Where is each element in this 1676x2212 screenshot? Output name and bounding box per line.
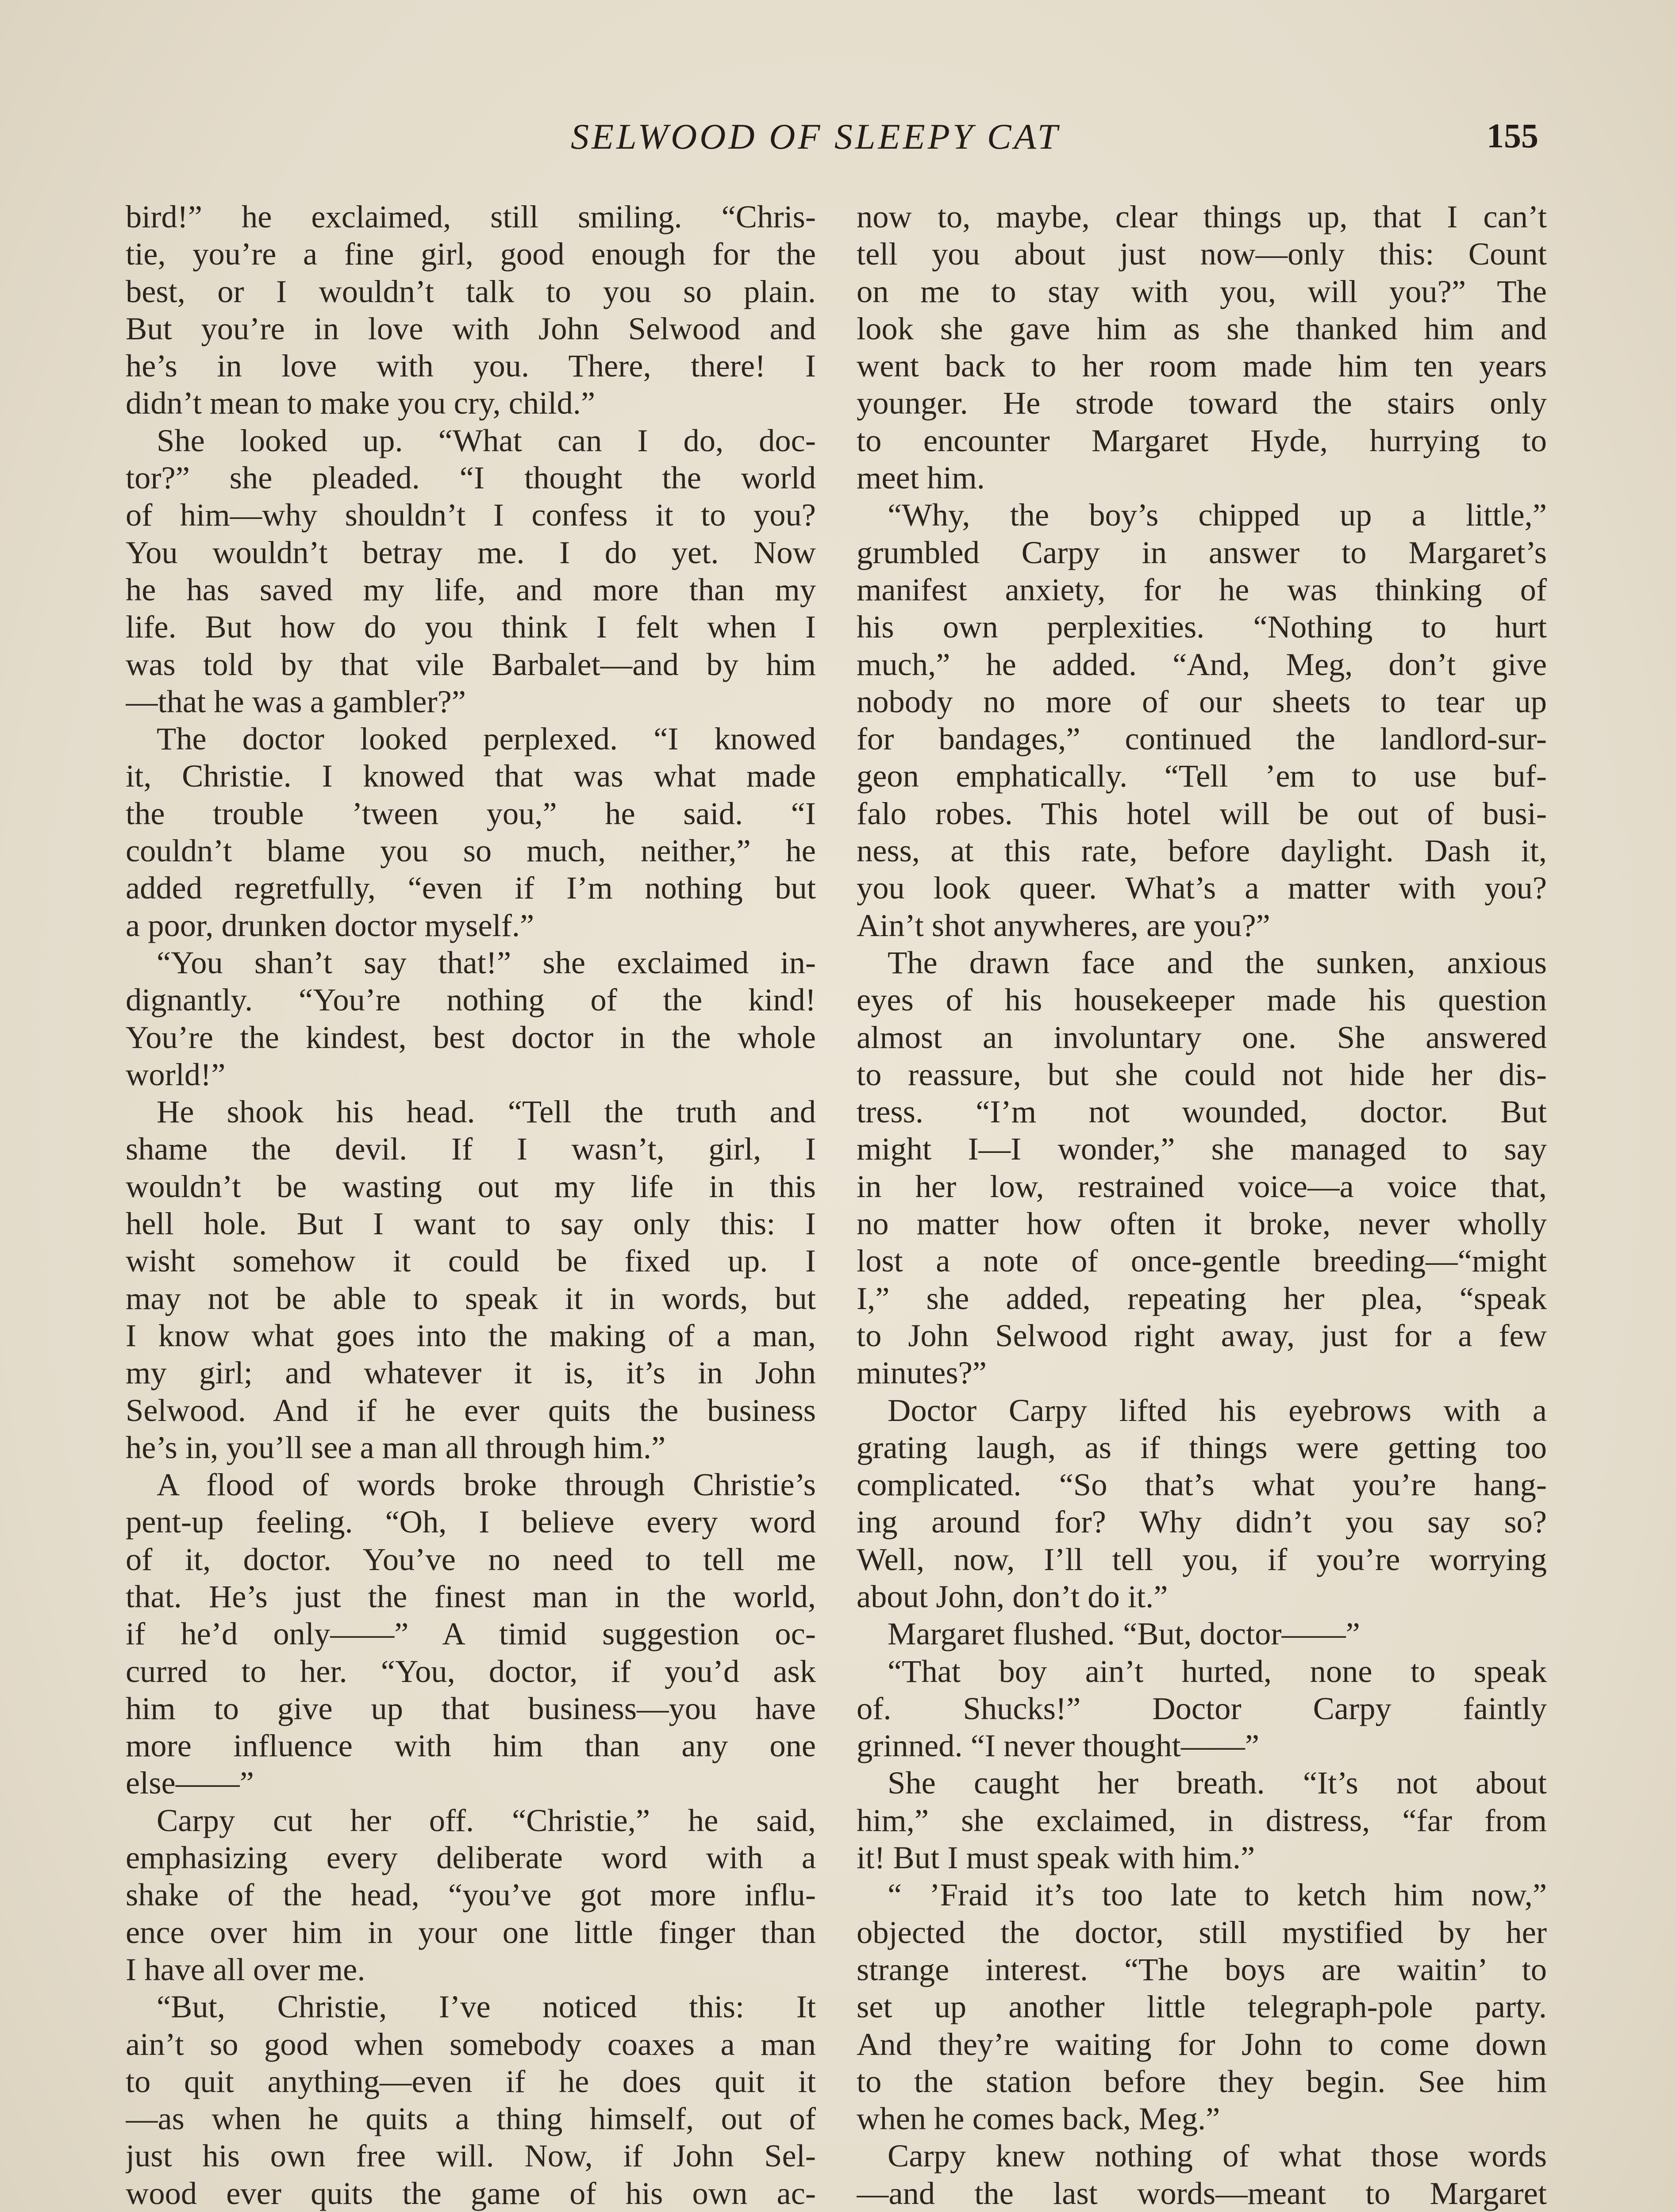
text-line: Margaret flushed. “But, doctor——”	[888, 1616, 1360, 1652]
text-line: for bandages,” continued the landlord-sur-	[857, 721, 1547, 757]
text-line: it, Christie. I knowed that was what made	[126, 758, 816, 794]
text-line: him to give up that business—you have	[126, 1690, 816, 1726]
text-line: grumbled Carpy in answer to Margaret’s	[857, 534, 1547, 570]
text-line: on me to stay with you, will you?” The	[857, 273, 1547, 309]
text-line: more influence with him than any one	[126, 1728, 816, 1764]
text-line: life. But how do you think I felt when I	[126, 609, 816, 645]
text-line: And they’re waiting for John to come down	[857, 2026, 1547, 2062]
text-line: to encounter Margaret Hyde, hurrying to	[857, 422, 1547, 458]
text-line: grinned. “I never thought——”	[857, 1728, 1260, 1764]
text-line: meet him.	[857, 460, 985, 496]
text-line: he’s in, you’ll see a man all through him.”	[126, 1429, 666, 1465]
text-line: ain’t so good when somebody coaxes a man	[126, 2026, 816, 2062]
text-line: wood ever quits the game of his own ac-	[126, 2175, 816, 2211]
text-line: eyes of his housekeeper made his question	[857, 982, 1547, 1018]
text-line: hell hole. But I want to say only this: I	[126, 1206, 816, 1242]
text-line: of it, doctor. You’ve no need to tell me	[126, 1541, 816, 1577]
text-line: world!”	[126, 1056, 226, 1092]
text-line: But you’re in love with John Selwood and	[126, 310, 816, 346]
text-line: you look queer. What’s a matter with you?	[857, 870, 1547, 906]
text-line: minutes?”	[857, 1355, 987, 1391]
text-line: —as when he quits a thing himself, out of	[126, 2101, 816, 2137]
text-line: You wouldn’t betray me. I do yet. Now	[126, 534, 816, 570]
text-line: ence over him in your one little finger than	[126, 1914, 816, 1950]
text-line: to reassure, but she could not hide her dis-	[857, 1056, 1547, 1092]
text-line: lost a note of once-gentle breeding—“might	[857, 1243, 1547, 1279]
text-line: The doctor looked perplexed. “I knowed	[157, 721, 816, 757]
text-line: Carpy knew nothing of what those words	[888, 2138, 1547, 2174]
text-line: a poor, drunken doctor myself.”	[126, 907, 534, 943]
text-line: wisht somehow it could be fixed up. I	[126, 1243, 816, 1279]
text-line: strange interest. “The boys are waitin’ to	[857, 1951, 1547, 1987]
text-line: just his own free will. Now, if John Sel-	[126, 2138, 816, 2174]
text-line: may not be able to speak it in words, but	[126, 1280, 816, 1316]
text-line: when he comes back, Meg.”	[857, 2101, 1220, 2137]
text-line: nobody no more of our sheets to tear up	[857, 683, 1547, 719]
text-line: else——”	[126, 1765, 254, 1801]
text-line: best, or I wouldn’t talk to you so plain.	[126, 273, 816, 309]
text-line: he’s in love with you. There, there! I	[126, 348, 816, 384]
running-title: SELWOOD OF SLEEPY CAT	[571, 116, 1061, 157]
text-line: I,” she added, repeating her plea, “speak	[857, 1280, 1547, 1316]
text-line: I have all over me.	[126, 1951, 365, 1987]
text-line: tell you about just now—only this: Count	[857, 236, 1547, 272]
text-line: I know what goes into the making of a man,	[126, 1317, 816, 1353]
text-line: curred to her. “You, doctor, if you’d ask	[126, 1653, 816, 1689]
text-line: tor?” she pleaded. “I thought the world	[126, 460, 816, 496]
text-line: bird!” he exclaimed, still smiling. “Chris-	[126, 199, 816, 234]
text-line: of. Shucks!” Doctor Carpy faintly	[857, 1690, 1547, 1726]
text-line: She looked up. “What can I do, doc-	[157, 422, 816, 458]
text-line: “You shan’t say that!” she exclaimed in-	[157, 944, 816, 980]
text-line: that. He’s just the finest man in the world,	[126, 1578, 816, 1614]
text-line: was told by that vile Barbalet—and by him	[126, 646, 816, 682]
text-line: emphasizing every deliberate word with a	[126, 1839, 816, 1876]
text-line: set up another little telegraph-pole party.	[857, 1989, 1547, 2025]
text-line: Carpy cut her off. “Christie,” he said,	[157, 1802, 816, 1838]
text-line: couldn’t blame you so much, neither,” he	[126, 833, 816, 869]
text-line: younger. He strode toward the stairs only	[857, 385, 1547, 421]
page-number: 155	[1487, 116, 1538, 155]
left-text-column	[126, 198, 816, 2212]
text-line: ing around for? Why didn’t you say so?	[857, 1504, 1547, 1540]
text-line: —that he was a gambler?”	[126, 683, 466, 719]
text-line: didn’t mean to make you cry, child.”	[126, 385, 596, 421]
text-line: about John, don’t do it.”	[857, 1578, 1168, 1614]
text-line: if he’d only——” A timid suggestion oc-	[126, 1616, 816, 1652]
text-line: he has saved my life, and more than my	[126, 571, 816, 607]
text-line: shake of the head, “you’ve got more influ-	[126, 1877, 816, 1913]
text-line: pent-up feeling. “Oh, I believe every word	[126, 1504, 816, 1540]
text-line: wouldn’t be wasting out my life in this	[126, 1168, 816, 1204]
text-line: “But, Christie, I’ve noticed this: It	[157, 1989, 816, 2025]
text-line: almost an involuntary one. She answered	[857, 1019, 1547, 1055]
text-line: ness, at this rate, before daylight. Dash it,	[857, 833, 1547, 869]
text-line: his own perplexities. “Nothing to hurt	[857, 609, 1547, 645]
text-line: now to, maybe, clear things up, that I can’t	[857, 199, 1547, 234]
text-line: added regretfully, “even if I’m nothing but	[126, 870, 816, 906]
text-line: —and the last words—meant to Margaret	[857, 2175, 1547, 2211]
text-line: him,” she exclaimed, in distress, “far from	[857, 1802, 1547, 1838]
text-line: it! But I must speak with him.”	[857, 1839, 1255, 1876]
text-line: to John Selwood right away, just for a few	[857, 1317, 1547, 1353]
text-line: the trouble ’tween you,” he said. “I	[126, 795, 816, 831]
text-line: She caught her breath. “It’s not about	[888, 1765, 1547, 1801]
text-line: look she gave him as she thanked him and	[857, 310, 1547, 346]
text-line: Ain’t shot anywheres, are you?”	[857, 907, 1270, 943]
right-text-column	[857, 198, 1547, 2212]
text-line: to the station before they begin. See him	[857, 2063, 1547, 2099]
text-line: You’re the kindest, best doctor in the whole	[126, 1019, 816, 1055]
text-line: A flood of words broke through Christie’s	[157, 1467, 816, 1503]
text-line: in her low, restrained voice—a voice that,	[857, 1168, 1547, 1204]
text-line: complicated. “So that’s what you’re hang-	[857, 1467, 1547, 1503]
text-line: He shook his head. “Tell the truth and	[157, 1094, 816, 1130]
text-line: tress. “I’m not wounded, doctor. But	[857, 1094, 1547, 1130]
text-line: much,” he added. “And, Meg, don’t give	[857, 646, 1547, 682]
text-line: dignantly. “You’re nothing of the kind!	[126, 982, 816, 1018]
text-line: might I—I wonder,” she managed to say	[857, 1131, 1547, 1167]
text-line: Doctor Carpy lifted his eyebrows with a	[888, 1392, 1547, 1428]
text-line: “That boy ain’t hurted, none to speak	[888, 1653, 1547, 1689]
page-header	[0, 116, 1676, 165]
text-line: The drawn face and the sunken, anxious	[888, 944, 1547, 980]
text-line: shame the devil. If I wasn’t, girl, I	[126, 1131, 816, 1167]
text-line: “ ’Fraid it’s too late to ketch him now,”	[888, 1877, 1547, 1913]
text-line: manifest anxiety, for he was thinking of	[857, 571, 1547, 607]
text-line: no matter how often it broke, never wholly	[857, 1206, 1547, 1242]
text-line: Selwood. And if he ever quits the business	[126, 1392, 816, 1428]
text-line: my girl; and whatever it is, it’s in John	[126, 1355, 816, 1391]
text-line: “Why, the boy’s chipped up a little,”	[888, 497, 1547, 533]
text-line: tie, you’re a fine girl, good enough for the	[126, 236, 816, 272]
text-line: objected the doctor, still mystified by her	[857, 1914, 1547, 1950]
text-line: to quit anything—even if he does quit it	[126, 2063, 816, 2099]
text-line: of him—why shouldn’t I confess it to you?	[126, 497, 816, 533]
text-line: falo robes. This hotel will be out of busi-	[857, 795, 1547, 831]
text-line: went back to her room made him ten years	[857, 348, 1547, 384]
text-line: grating laugh, as if things were getting too	[857, 1429, 1547, 1465]
text-line: geon emphatically. “Tell ’em to use buf-	[857, 758, 1547, 794]
text-line: Well, now, I’ll tell you, if you’re worrying	[857, 1541, 1547, 1577]
